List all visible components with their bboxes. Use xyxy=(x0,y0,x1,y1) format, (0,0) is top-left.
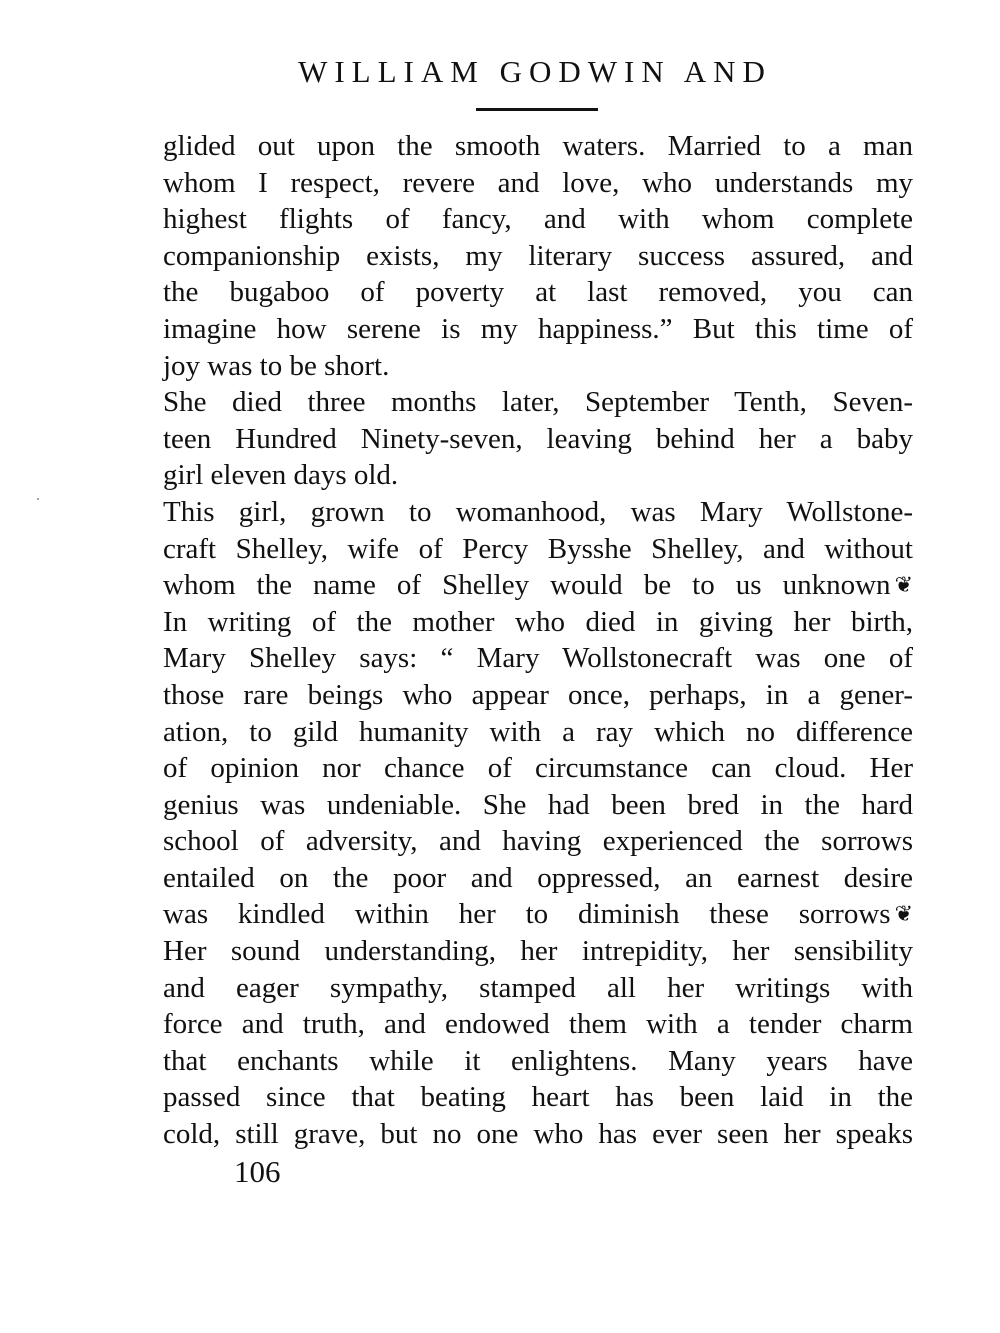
text-line-segment: whom the name of Shelley would be to us unknown xyxy=(163,569,891,602)
text-line: teen Hundred Ninety-seven, leaving behind her a baby xyxy=(163,422,913,455)
text-line: craft Shelley, wife of Percy Bysshe Shelley, and without xyxy=(163,532,913,565)
text-line: Mary Shelley says: “ Mary Wollstonecraft was one of xyxy=(163,642,913,675)
text-line-with-ornament xyxy=(163,567,913,604)
text-line: This girl, grown to womanhood, was Mary Wollstone- xyxy=(163,495,913,528)
ornament-icon: ❦ xyxy=(894,572,913,598)
text-line: imagine how serene is my happiness.” But this time of xyxy=(163,312,913,345)
text-line-with-ornament xyxy=(163,896,913,933)
text-line: glided out upon the smooth waters. Married to a man xyxy=(163,130,913,162)
text-line: the bugaboo of poverty at last removed, you can xyxy=(163,276,913,309)
text-line: that enchants while it enlightens. Many years have xyxy=(163,1044,913,1077)
text-line: girl eleven days old. xyxy=(163,459,399,492)
body-text xyxy=(163,128,913,1153)
text-line: of opinion nor chance of circumstance can cloud. Her xyxy=(163,752,913,785)
text-line: joy was to be short. xyxy=(163,349,390,382)
text-line-segment: was kindled within her to diminish these sorrows xyxy=(163,898,891,931)
text-line: cold, still grave, but no one who has ever seen her speaks xyxy=(163,1118,913,1151)
text-line: In writing of the mother who died in giving her birth, xyxy=(163,605,913,638)
text-line: Her sound understanding, her intrepidity, her sensibility xyxy=(163,935,913,968)
text-line: force and truth, and endowed them with a tender charm xyxy=(163,1008,913,1041)
running-head: WILLIAM GODWIN AND xyxy=(298,54,772,89)
text-line: highest flights of fancy, and with whom complete xyxy=(163,203,913,236)
page-number: 106 xyxy=(234,1154,281,1189)
scan-speck xyxy=(37,498,39,500)
text-line: She died three months later, September Tenth, Seven- xyxy=(163,386,913,419)
text-line: companionship exists, my literary success assured, and xyxy=(163,239,913,272)
text-line: whom I respect, revere and love, who understands my xyxy=(163,166,913,199)
text-line: and eager sympathy, stamped all her writings with xyxy=(163,971,913,1004)
text-line: passed since that beating heart has been laid in the xyxy=(163,1081,913,1114)
ornament-icon: ❦ xyxy=(894,901,913,927)
head-rule xyxy=(476,108,598,111)
text-line: genius was undeniable. She had been bred in the hard xyxy=(163,788,913,821)
text-line: school of adversity, and having experienced the sorrows xyxy=(163,825,913,858)
text-line: ation, to gild humanity with a ray which no difference xyxy=(163,715,913,748)
text-line: those rare beings who appear once, perhaps, in a gener- xyxy=(163,678,913,711)
text-line: entailed on the poor and oppressed, an earnest desire xyxy=(163,861,913,894)
